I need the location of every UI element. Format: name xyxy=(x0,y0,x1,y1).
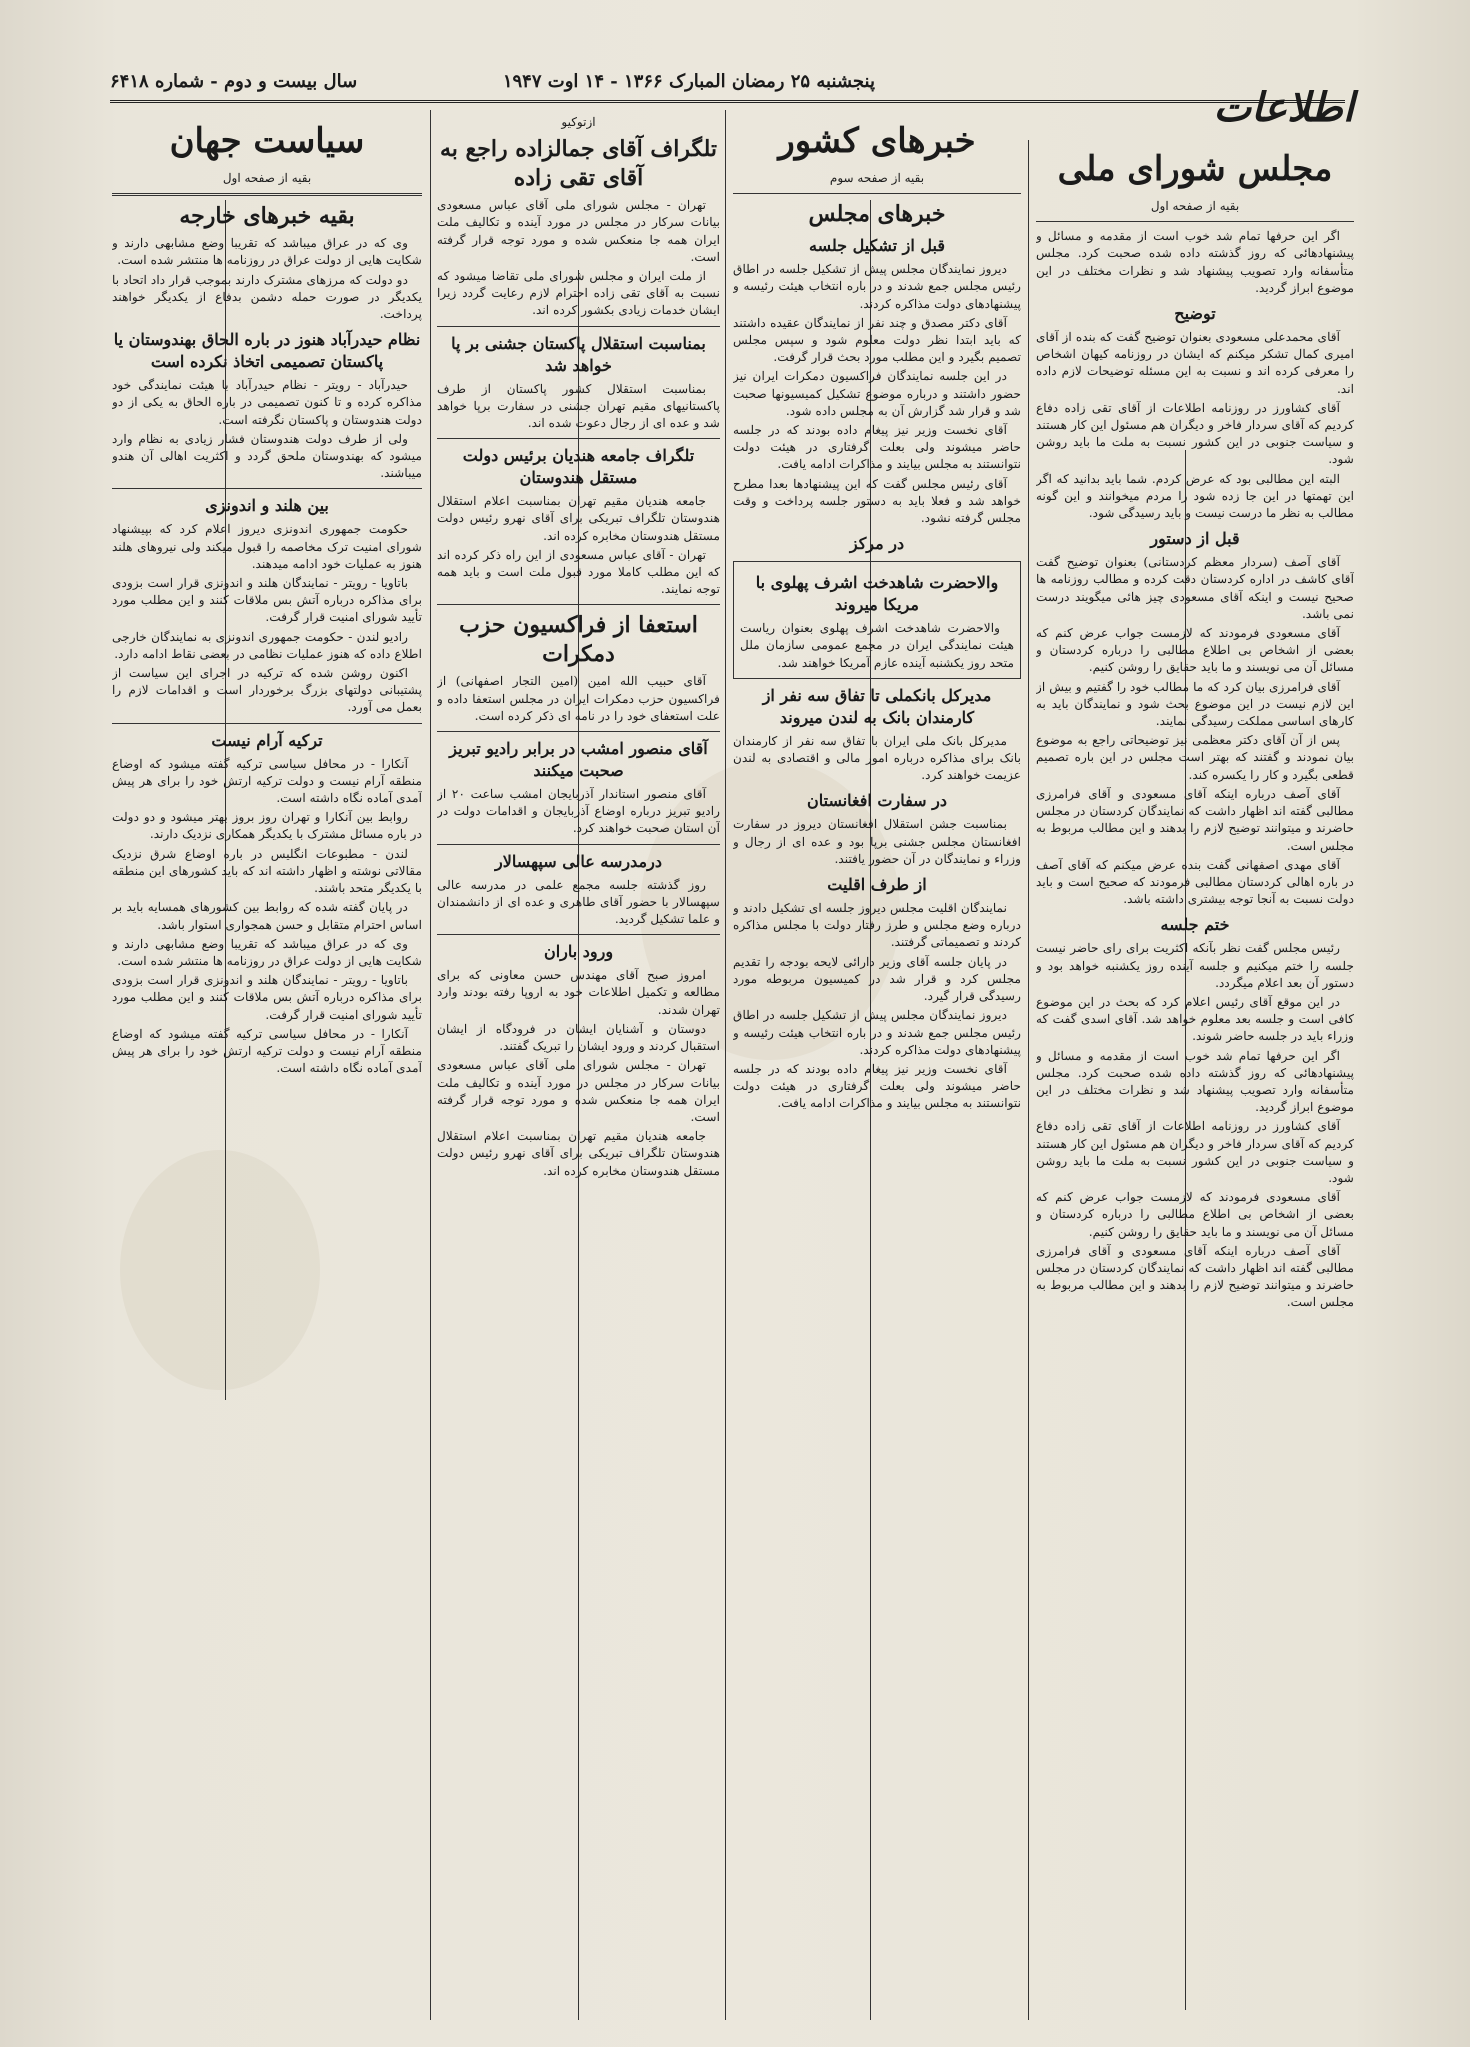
paragraph: مدیرکل بانک ملی ایران با تفاق سه نفر از کارمندان بانک برای مذاکره درباره امور مالی و اقتصادی به لندن عزیمت خواهند کرد. xyxy=(733,733,1021,783)
paragraph: روز گذشته جلسه مجمع علمی در مدرسه عالی سپهسالار با حضور آقای طاهری و عده ای از دانشمندان و علما تشکیل گردید. xyxy=(437,877,720,927)
subheading: قبل از تشکیل جلسه xyxy=(808,236,946,256)
paragraph: دوستان و آشنایان ایشان در فرودگاه از ایشان استقبال کردند و ورود ایشان را تبریک گفتند. xyxy=(437,1021,720,1054)
subheading: خبرهای مجلس xyxy=(808,201,946,228)
paragraph: پس از آن آقای دکتر معظمی نیز توضیحاتی راجع به موضوع بیان نمودند و گفتند که بهتر است مجلس در این باره تصمیم قطعی بگیرد و کار را یکسره کند. xyxy=(1036,733,1354,782)
paragraph: رادیو لندن - حکومت جمهوری اندونزی به نمایندگان خارجی اطلاع داده که هنوز عملیات نظامی در بعضی نقاط ادامه دارد. xyxy=(112,629,422,661)
paragraph: آقای آصف (سردار معظم کردستانی) بعنوان توضیح گفت آقای کاشف در اداره کردستان دقت کرده و مطالب روزنامه ها صحیح نیست و اینکه آقای مسعودی چیز هائی میگویند درست نمی باشد. xyxy=(1036,555,1354,621)
subheading: مدیرکل بانکملی تا تفاق سه نفر از کارمندان بانک به لندن میروند xyxy=(762,685,992,727)
paragraph: آقای فرامرزی بیان کرد که ما مطالب خود را گفتیم و بیش از این لازم نیست در این موضوع بحث شود و نمایندگان باید به کارهای اساسی مملکت رسیدگی نمایند. xyxy=(1036,679,1354,729)
column-rule xyxy=(725,110,726,2020)
paragraph: جامعه هندیان مقیم تهران بمناسبت اعلام استقلال هندوستان تلگراف تبریکی برای آقای نهرو رئیس دولت مستقل هندوستان مخابره کرده اند. xyxy=(437,1129,720,1178)
paragraph: آقای رئیس مجلس گفت که این پیشنهادها بعدا مطرح خواهد شد و فعلا باید به دستور جلسه پرداخت و وقت مجلس گرفته نشود. xyxy=(733,476,1021,526)
paragraph: آقای کشاورز در روزنامه اطلاعات از آقای تقی زاده دفاع کردیم که آقای سردار فاخر و دیگران هم مسئول این کار هستند و سیاست جنوبی در این کشور نسبت به ملت ما باید روشن شود. xyxy=(1036,400,1354,467)
paragraph: در پایان جلسه آقای وزیر دارائی لایحه بودجه را تقدیم مجلس کرد و قرار شد در کمیسیون مربوطه مورد رسیدگی قرار گیرد. xyxy=(733,954,1021,1004)
paragraph: آقای محمدعلی مسعودی بعنوان توضیح گفت که بنده از آقای امیری کمال تشکر میکنم که ایشان در روزنامه کیهان اشخاص را معرفی کرده اند و نسبت به این مسئله توضیحات لازم داده اند. xyxy=(1036,330,1354,396)
paragraph: حکومت جمهوری اندونزی دیروز اعلام کرد که بپیشنهاد شورای امنیت ترک مخاصمه را قبول میکند ولی نیروهای هلند هنوز به عملیات خود ادامه میدهند. xyxy=(112,522,422,571)
paragraph: نمایندگان اقلیت مجلس دیروز جلسه ای تشکیل دادند و درباره وضع مجلس و طرز رفتار دولت با مجلس مذاکره کردند و تصمیماتی گرفتند. xyxy=(733,901,1021,950)
paragraph: آقای مسعودی فرمودند که لازمست جواب عرض کنم که بعضی از اشخاص بی اطلاع مطالبی را درباره کردستان و مسائل آن می نویسند و ما باید حقایق را روشن کنیم. xyxy=(1036,626,1354,675)
paragraph: آقای نخست وزیر نیز پیغام داده بودند که در جلسه حاضر میشوند ولی بعلت گرفتاری در هیئت دولت نتوانستند به مجلس بیایند و مذاکرات ادامه یافت. xyxy=(733,423,1021,472)
subheading: درمدرسه عالی سپهسالار xyxy=(495,851,662,871)
paragraph: آقای کشاورز در روزنامه اطلاعات از آقای تقی زاده دفاع کردیم که آقای سردار فاخر و دیگران هم مسئول این کار هستند و سیاست جنوبی در این کشور نسبت به ملت ما باید روشن شود. xyxy=(1036,1119,1354,1185)
paragraph: بمناسبت استقلال کشور پاکستان از طرف پاکستانیهای مقیم تهران جشنی در سفارت برپا خواهد شد و عده ای از رجال دعوت شده اند. xyxy=(437,381,720,431)
paragraph: باتاویا - رویتر - نمایندگان هلند و اندونزی قرار است بزودی برای مذاکره درباره آتش بس ملاقات کنند و این مطلب مورد تأیید شورای امنیت قرار گرفت. xyxy=(112,576,422,625)
subheading: توضیح xyxy=(1174,304,1216,324)
subheading: بین هلند و اندونزی xyxy=(205,496,329,516)
paragraph: دیروز نمایندگان مجلس پیش از تشکیل جلسه در اطاق رئیس مجلس جمع شدند و در باره انتخاب هیئت رئیسه و پیشنهادهای دولت مذاکره کردند. xyxy=(733,1008,1021,1057)
paragraph: باتاویا - رویتر - نمایندگان هلند و اندونزی قرار است بزودی برای مذاکره درباره آتش بس ملاقات کنند و این مطلب مورد تأیید شورای امنیت قرار گرفت. xyxy=(112,973,422,1022)
paragraph: آقای دکتر مصدق و چند نفر از نمایندگان عقیده داشتند که باید ابتدا نظر دولت معلوم شود و سپس مجلس تصمیم بگیرد و این مطلب مورد بحث قرار گرفت. xyxy=(733,315,1021,365)
paragraph: بمناسبت جشن استقلال افغانستان دیروز در سفارت افغانستان مجلس جشنی برپا بود و عده ای از رجال و وزراء و نمایندگان در آن حضور یافتند. xyxy=(733,817,1021,866)
paragraph: رئیس مجلس گفت نظر بآنکه اکثریت برای رای حاضر نیست جلسه را ختم میکنیم و جلسه آینده روز یکشنبه خواهد بود و دستور آن بعد اعلام میگردد. xyxy=(1036,941,1354,990)
paragraph: روابط بین آنکارا و تهران روز بروز بهتر میشود و دو دولت در باره مسائل مشترک با یکدیگر همکاری نزدیک دارند. xyxy=(112,810,422,842)
article-world-politics xyxy=(112,112,422,2020)
paragraph: آقای آصف درباره اینکه آقای مسعودی و آقای فرامرزی مطالبی گفته اند اظهار داشت که نمایندگان کردستان در مجلس حاضرند و میتوانند توضیح لازم را بدهند و این مطالب مربوط به مجلس است. xyxy=(1036,1243,1354,1310)
subheading: بقیه خبرهای خارجه xyxy=(179,203,355,230)
subheading: بمناسبت استقلال پاکستان جشنی بر پا خواهد شد xyxy=(451,333,706,375)
subheading: نظام حیدرآباد هنوز در باره الحاق بهندوستان یا پاکستان تصمیمی اتخاذ نکرده است xyxy=(113,330,421,372)
article-kicker: بقیه از صفحه اول xyxy=(1150,199,1240,213)
paragraph: آقای نخست وزیر نیز پیغام داده بودند که در جلسه حاضر میشوند ولی بعلت گرفتاری در هیئت دولت نتوانستند به مجلس بیایند و مذاکرات ادامه یافت. xyxy=(733,1061,1021,1111)
paragraph: دو دولت که مرزهای مشترک دارند بموجب قرار داد اتحاد با یکدیگر در صورت حمله دشمن بدفاع از یکدیگر خواهند پرداخت. xyxy=(112,272,422,322)
subheading: استعفا از فراکسیون حزب دمکرات xyxy=(459,612,698,668)
subheading: در سفارت افغانستان xyxy=(806,791,948,811)
article-telegrams xyxy=(437,112,720,2020)
paragraph: آنکارا - در محافل سیاسی ترکیه گفته میشود که اوضاع منطقه آرام نیست و دولت ترکیه ارتش خود را برای هر پیش آمدی آماده نگاه داشته است. xyxy=(112,1026,422,1076)
paragraph: جامعه هندیان مقیم تهران بمناسبت اعلام استقلال هندوستان تلگراف تبریکی برای آقای نهرو رئیس دولت مستقل هندوستان مخابره کرده اند. xyxy=(437,494,720,543)
paragraph: تهران - مجلس شورای ملی آقای عباس مسعودی بیانات سرکار در مجلس در مورد آینده و تکالیف ملت ایران همه جا منعکس شده و مورد توجه قرار گرفته است. xyxy=(437,198,720,264)
paragraph: در این موقع آقای رئیس اعلام کرد که بحث در این موضوع کافی است و جلسه بعد معلوم خواهد شد. آقای اسدی گفت که وزراء باید در جلسه حاضر شوند. xyxy=(1036,994,1354,1044)
article-title: سیاست جهان xyxy=(169,121,365,161)
paragraph: ولی از طرف دولت هندوستان فشار زیادی به نظام وارد میشود که بهندوستان ملحق گردد و اکثریت اهالی آن هندو میباشند. xyxy=(112,431,422,481)
paragraph: دیروز نمایندگان مجلس پیش از تشکیل جلسه در اطاق رئیس مجلس جمع شدند و در باره انتخاب هیئت رئیسه و پیشنهادهای دولت مذاکره کردند. xyxy=(733,262,1021,311)
paragraph: آنکارا - در محافل سیاسی ترکیه گفته میشود که اوضاع منطقه آرام نیست و دولت ترکیه ارتش خود را برای هر پیش آمدی آماده نگاه داشته است. xyxy=(112,756,422,806)
masthead-logo: اطلاعات xyxy=(1213,84,1354,131)
subheading: در مرکز xyxy=(849,534,905,554)
article-kicker: بقیه از صفحه سوم xyxy=(829,171,925,185)
issue-line: سال بیست و دوم - شماره ۶۴۱۸ xyxy=(110,70,358,92)
subheading: ختم جلسه xyxy=(1160,915,1230,935)
paragraph: آقای آصف درباره اینکه آقای مسعودی و آقای فرامرزی مطالبی گفته اند اظهار داشت که نمایندگان کردستان در مجلس حاضرند و میتوانند توضیح لازم را بدهند و این مطالب مربوط به مجلس است. xyxy=(1036,786,1354,853)
paragraph: از ملت ایران و مجلس شورای ملی تقاضا میشود که نسبت به آقای تقی زاده احترام لازم رعایت گردد زیرا ایشان خدمات زیادی بکشور کرده اند. xyxy=(437,269,720,318)
paragraph: اگر این حرفها تمام شد خوب است از مقدمه و مسائل و پیشنهادهائی که روز گذشته داده شده صحبت کرد. مجلس متأسفانه وارد تصویب پیشنهاد شد و نظرات مختلف در این موضوع ابراز گردید. xyxy=(1036,229,1354,295)
paragraph: البته این مطالبی بود که عرض کردم. شما باید بدانید که اگر این تهمتها در این جا زده شود را مردم میخوانند و این گونه مطالب به نظر ما درست نیست و باید رسیدگی شود. xyxy=(1036,471,1354,521)
paragraph: اکنون روشن شده که ترکیه در اجرای این سیاست از پشتیبانی دولتهای بزرگ برخوردار است و اقدامات لازم را بعمل می آورد. xyxy=(112,666,422,715)
subheading: ترکیه آرام نیست xyxy=(211,730,323,750)
paragraph: در پایان گفته شده که روابط بین کشورهای همسایه باید بر اساس احترام متقابل و حسن همجواری استوار باشد. xyxy=(112,900,422,932)
paragraph: آقای مهدی اصفهانی گفت بنده عرض میکنم که آقای آصف در باره اهالی کردستان مطالبی فرمودند که صحیح است و باید دولت نسبت به آنجا توجه بیشتری داشته باشد. xyxy=(1036,857,1354,907)
article-kicker: ازتوکیو xyxy=(561,115,596,129)
date-line: پنجشنبه ۲۵ رمضان المبارک ۱۳۶۶ - ۱۴ اوت ۱۹۴۷ xyxy=(502,70,875,92)
paragraph: آقای منصور استاندار آذربایجان امشب ساعت ۲۰ از رادیو تبریز درباره اوضاع آذربایجان و اقدامات دولت در آن استان صحبت خواهند کرد. xyxy=(437,787,720,836)
paragraph: وی که در عراق میباشد که تقریبا وضع مشابهی دارند و شکایت هایی از دولت عراق در روزنامه ها منتشر شده است. xyxy=(112,936,422,968)
paragraph: امروز صبح آقای مهندس حسن معاونی که برای مطالعه و تکمیل اطلاعات خود به اروپا رفته بودند وارد تهران شدند. xyxy=(437,968,720,1017)
subheading: آقای منصور امشب در برابر رادیو تبریز صحبت میکنند xyxy=(449,739,708,781)
paragraph: آقای حبیب الله امین (امین التجار اصفهانی) از فراکسیون حزب دمکرات ایران در مجلس استعفا داده و علت استعفای خود را در نامه ای ذکر کرده است. xyxy=(437,674,720,723)
column-rule xyxy=(430,110,431,2020)
article-domestic-news xyxy=(733,112,1021,2020)
article-title: خبرهای کشور xyxy=(778,121,976,161)
paragraph: تهران - آقای عباس مسعودی از این راه ذکر کرده اند که این مطلب کاملا مورد قبول ملت است و باید همه توجه نمایند. xyxy=(437,547,720,597)
paragraph: اگر این حرفها تمام شد خوب است از مقدمه و مسائل و پیشنهادهائی که روز گذشته داده شده صحبت کرد. مجلس متأسفانه وارد تصویب پیشنهاد شد و نظرات مختلف در این موضوع ابراز گردید. xyxy=(1036,1048,1354,1115)
article-kicker: بقیه از صفحه اول xyxy=(222,171,312,185)
paragraph: تهران - مجلس شورای ملی آقای عباس مسعودی بیانات سرکار در مجلس در مورد آینده و تکالیف ملت ایران همه جا منعکس شده و مورد توجه قرار گرفته است. xyxy=(437,1058,720,1124)
subheading: والاحضرت شاهدخت اشرف پهلوی با مریکا میروند xyxy=(755,573,999,615)
article-title: تلگراف آقای جمالزاده راجع به آقای تقی زاده xyxy=(439,136,718,192)
article-title: مجلس شورای ملی xyxy=(1057,149,1333,189)
article-majlis xyxy=(1036,140,1354,2020)
paragraph: آقای مسعودی فرمودند که لازمست جواب عرض کنم که بعضی از اشخاص بی اطلاع مطالبی را درباره کردستان و مسائل آن می نویسند و ما باید حقایق را روشن کنیم. xyxy=(1036,1190,1354,1239)
paragraph: لندن - مطبوعات انگلیس در باره اوضاع شرق نزدیک مقالاتی نوشته و اظهار داشته اند که باید کشورهای این منطقه با یکدیگر متحد باشند. xyxy=(112,846,422,896)
subheading: ورود باران xyxy=(543,942,614,962)
subheading: قبل از دستور xyxy=(1150,529,1240,549)
paragraph: در این جلسه نمایندگان فراکسیون دمکرات ایران نیز حضور داشتند و درباره موضوع تشکیل کمیسیونها صحبت شد و قرار شد گزارش آن به مجلس داده شود. xyxy=(733,369,1021,418)
paragraph: والاحضرت شاهدخت اشرف پهلوی بعنوان ریاست هیئت نمایندگی ایران در مجمع عمومی سازمان ملل متحد روز یکشنبه آینده عازم آمریکا خواهند شد. xyxy=(740,621,1014,670)
subheading: از طرف اقلیت xyxy=(827,875,927,895)
paragraph: حیدرآباد - رویتر - نظام حیدرآباد با هیئت نمایندگی خود مذاکره کرده و تا کنون تصمیمی در باره الحاق به یکی از دو دولت هندوستان و پاکستان نگرفته است. xyxy=(112,378,422,427)
paragraph: وی که در عراق میباشد که تقریبا وضع مشابهی دارند و شکایت هایی از دولت عراق در روزنامه ها منتشر شده است. xyxy=(112,236,422,268)
column-rule xyxy=(1028,140,1029,2020)
subheading: تلگراف جامعه هندیان برئیس دولت مستقل هندوستان xyxy=(462,446,695,488)
